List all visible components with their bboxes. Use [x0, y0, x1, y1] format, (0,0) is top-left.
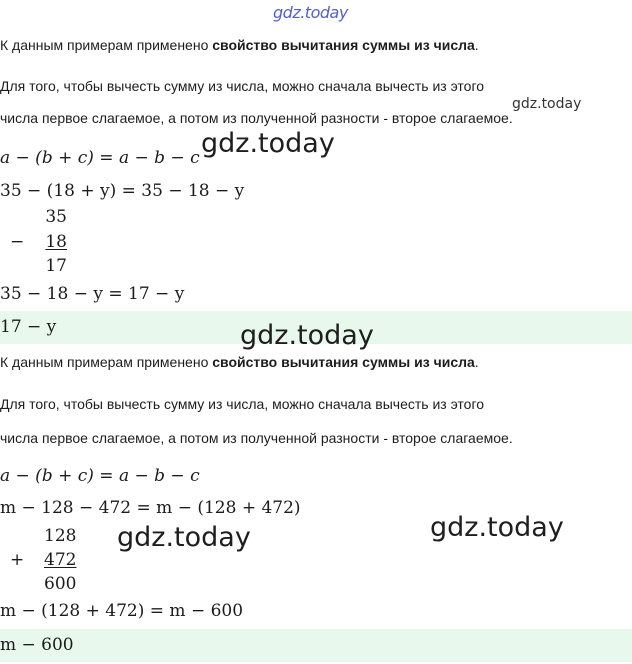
intro-text [0, 354, 479, 370]
watermark-top: gdz.today [273, 3, 348, 22]
intro-suffix: . [474, 354, 479, 370]
step-1-formula: 35 − (18 + y) = 35 − 18 − y [0, 181, 245, 201]
step-1-formula: m − 128 − 472 = m − (128 + 472) [0, 498, 301, 518]
column-result: 600 [44, 574, 77, 594]
column-bottom-number: 18 [45, 232, 67, 252]
step-2-formula: m − (128 + 472) = m − 600 [0, 601, 244, 621]
explanation-line-2: числа первое слагаемое, а потом из полученной разности - второе слагаемое. [0, 430, 513, 446]
intro-prefix: К данным примерам применено [0, 37, 213, 53]
answer-box [0, 629, 632, 662]
intro-suffix: . [474, 37, 479, 53]
watermark-large: gdz.today [201, 128, 335, 159]
answer-formula: m − 600 [0, 635, 74, 655]
column-bottom-number: 472 [44, 550, 77, 570]
step-2-formula: 35 − 18 − y = 17 − y [0, 284, 185, 304]
explanation-line-1: Для того, чтобы вычесть сумму из числа, можно сначала вычесть из этого [0, 396, 485, 412]
intro-prefix: К данным примерам применено [0, 354, 213, 370]
explanation-line-2: числа первое слагаемое, а потом из полученной разности - второе слагаемое. [0, 110, 513, 126]
property-name: свойство вычитания суммы из числа [212, 354, 475, 370]
column-top-number: 128 [44, 526, 77, 546]
answer-formula: 17 − y [0, 317, 57, 337]
column-top-number: 35 [45, 207, 67, 227]
watermark-large: gdz.today [117, 522, 251, 553]
watermark-large: gdz.today [240, 320, 374, 351]
explanation-line-1: Для того, чтобы вычесть сумму из числа, можно сначала вычесть из этого [0, 78, 485, 94]
rule-formula: a − (b + c) = a − b − c [0, 466, 200, 486]
column-operator: − [10, 232, 25, 252]
column-operator: + [10, 550, 25, 570]
rule-formula: a − (b + c) = a − b − c [0, 148, 200, 168]
intro-text [0, 37, 479, 53]
column-result: 17 [45, 256, 67, 276]
property-name: свойство вычитания суммы из числа [212, 37, 475, 53]
watermark-small: gdz.today [512, 96, 582, 112]
watermark-large: gdz.today [430, 512, 564, 543]
